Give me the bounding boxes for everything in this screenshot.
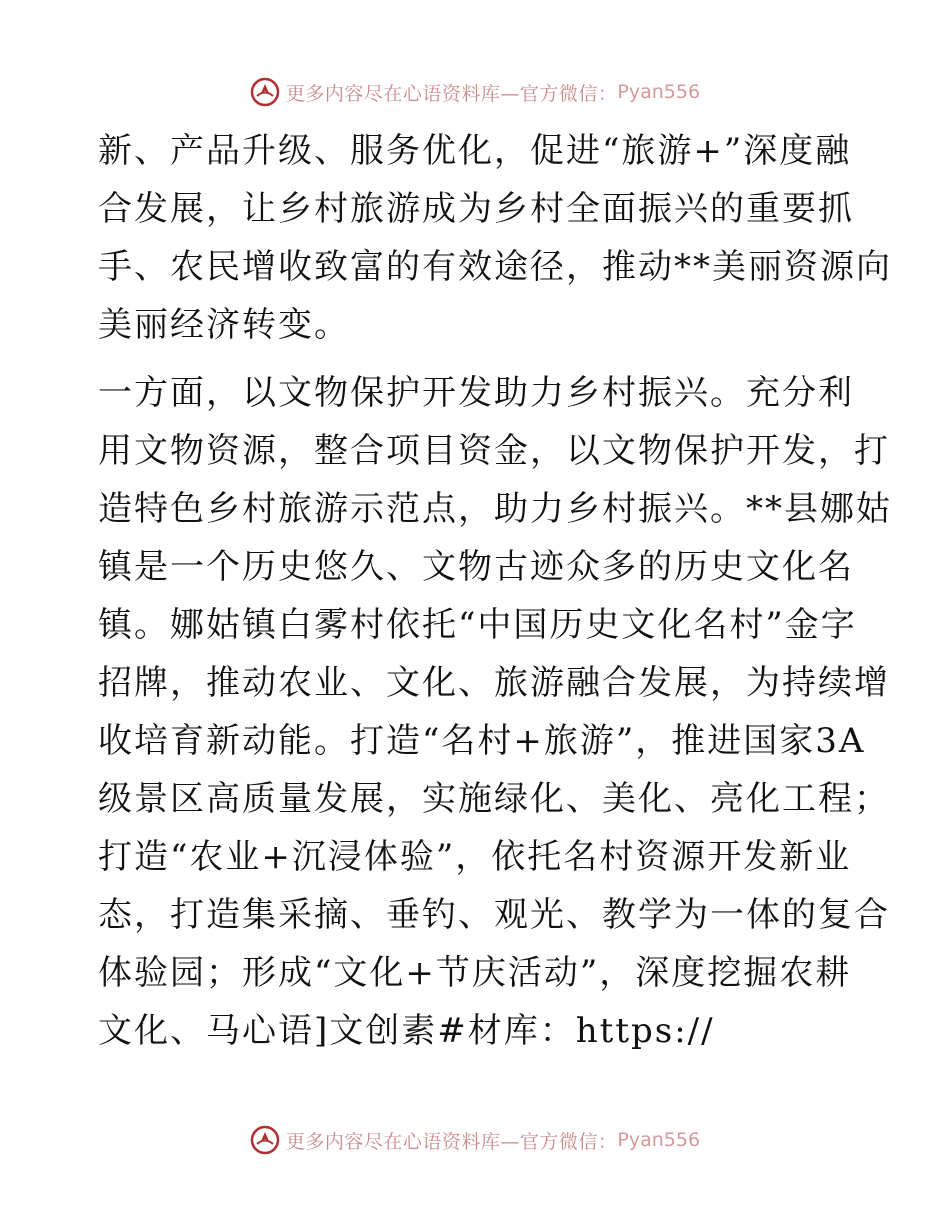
book-pen-logo-icon xyxy=(250,77,280,107)
text-line: 招牌，推动农业、文化、旅游融合发展，为持续增 xyxy=(98,663,890,703)
text-line: 镇是一个历史悠久、文物古迹众多的历史文化名 xyxy=(98,547,854,587)
text-line: 新、产品升级、服务优化，促进“旅游+”深度融 xyxy=(98,131,852,171)
text-line: 合发展，让乡村旅游成为乡村全面振兴的重要抓 xyxy=(98,189,854,229)
text-line: 用文物资源，整合项目资金，以文物保护开发，打 xyxy=(98,431,890,471)
header-watermark-id: Pyan556 xyxy=(617,81,701,103)
footer-watermark-text: 更多内容尽在心语资料库—官方微信： xyxy=(285,1130,618,1153)
footer-watermark-id: Pyan556 xyxy=(617,1129,701,1151)
text-line: 收培育新动能。打造“名村+旅游”，推进国家3A xyxy=(98,721,866,761)
paragraph-gap xyxy=(98,354,858,364)
header-watermark-banner xyxy=(0,72,950,112)
text-line: 造特色乡村旅游示范点，助力乡村振兴。**县娜姑 xyxy=(98,489,892,529)
text-line: 态，打造集采摘、垂钓、观光、教学为一体的复合 xyxy=(98,895,890,935)
header-watermark-text: 更多内容尽在心语资料库—官方微信： xyxy=(285,82,618,105)
book-pen-logo-icon xyxy=(250,1125,280,1155)
text-line: 体验园；形成“文化+节庆活动”，深度挖掘农耕 xyxy=(98,953,852,993)
text-line: 美丽经济转变。 xyxy=(98,305,350,345)
body-text xyxy=(98,122,892,1060)
text-line: 一方面，以文物保护开发助力乡村振兴。充分利 xyxy=(98,373,854,413)
text-line: 级景区高质量发展，实施绿化、美化、亮化工程； xyxy=(98,779,890,819)
text-line: 镇。娜姑镇白雾村依托“中国历史文化名村”金字 xyxy=(98,605,857,645)
footer-watermark-banner xyxy=(0,1120,950,1160)
text-line: 打造“农业+沉浸体验”，依托名村资源开发新业 xyxy=(98,837,852,877)
text-line: 手、农民增收致富的有效途径，推动**美丽资源向 xyxy=(98,247,892,287)
text-line: 文化、马心语]文创素#材库：https:// xyxy=(98,1011,715,1051)
